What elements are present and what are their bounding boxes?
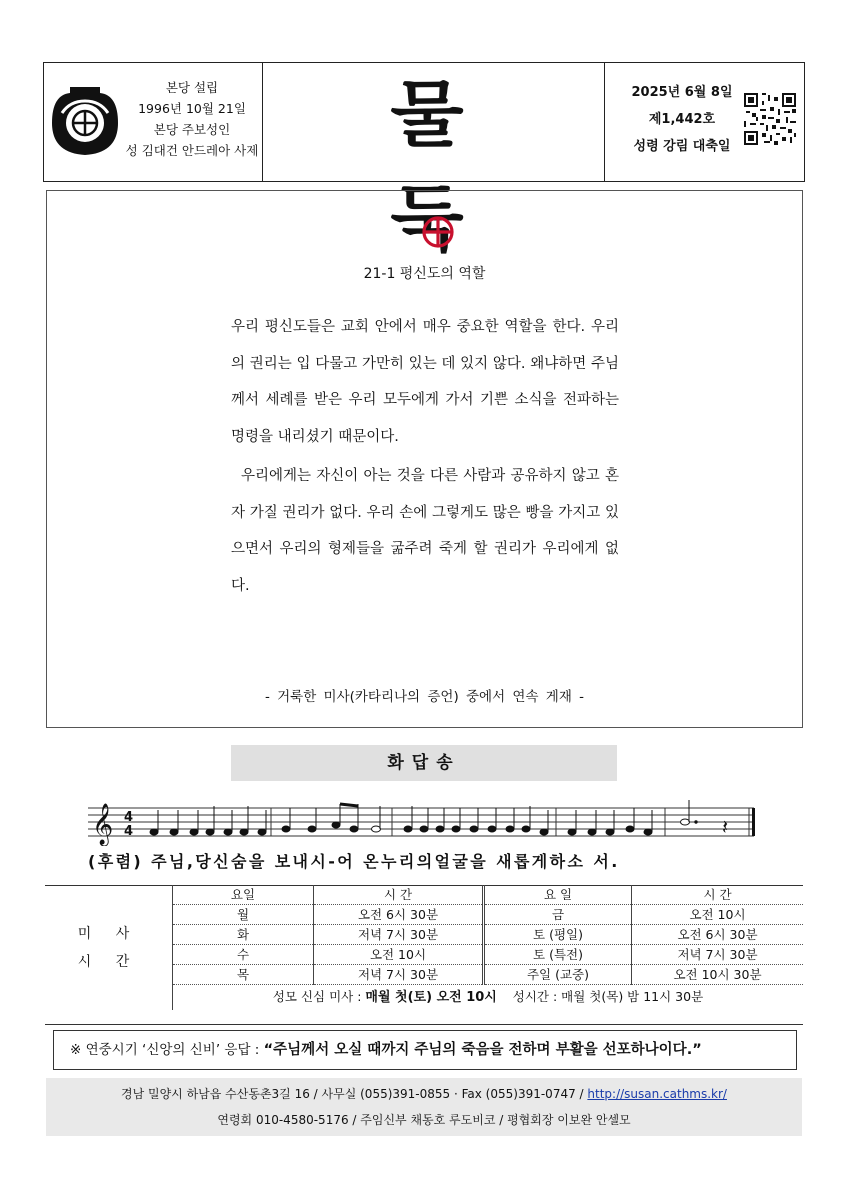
article-source: - 거룩한 미사(카타리나의 증언) 중에서 연속 게재 -: [264, 689, 585, 705]
article-body: [231, 309, 619, 604]
special-mass-row: [173, 985, 804, 1011]
table-cell: 오전 6시 30분: [632, 925, 804, 945]
acclamation-lead: ※ 연중시기 ‘신앙의 신비’ 응답 :: [70, 1042, 264, 1058]
svg-text:𝄽: 𝄽: [722, 815, 729, 839]
cross-icon: [421, 215, 455, 249]
table-row: [45, 885, 803, 905]
article-paragraph: 우리에게는 자신이 아는 것을 다른 사람과 공유하지 않고 혼자 가질 권리가 없다. 우리 손에 그렇게도 많은 빵을 가지고 있으면서 우리의 형제들을 굶주려 죽게 할 권리가 우리에게 없다.: [231, 468, 619, 594]
footer-address-line: [46, 1085, 802, 1102]
table-header: 요일: [173, 885, 314, 905]
psalm-title: 화답송: [231, 745, 617, 781]
founding-info: [122, 77, 262, 161]
table-cell: 주일 (교중): [484, 965, 632, 985]
table-cell: 오전 10시: [314, 945, 484, 965]
svg-text:𝄞: 𝄞: [92, 804, 114, 845]
article-box: [46, 190, 803, 728]
table-cell: 저녁 7시 30분: [314, 925, 484, 945]
mass-schedule-table: [45, 885, 803, 1010]
header-divider: [262, 63, 263, 181]
acclamation-response: “주님께서 오실 때까지 주님의 죽음을 전하며 부활을 선포하나이다.”: [263, 1042, 702, 1058]
issue-feast: 성령 강림 대축일: [633, 139, 731, 154]
music-staff: [88, 796, 760, 846]
table-bottom-rule: [45, 1024, 803, 1025]
masthead-title: 물 둑: [390, 72, 508, 262]
holy-hour: 성시간 : 매월 첫(목) 밤 11시 30분: [512, 989, 704, 1004]
special-mass-label: 성모 신심 미사 :: [272, 989, 366, 1004]
founding-line: 성 김대건 안드레아 사제: [125, 143, 259, 158]
founding-line: 1996년 10월 21일: [138, 101, 246, 116]
table-cell: 오전 6시 30분: [314, 905, 484, 925]
table-cell: 화: [173, 925, 314, 945]
table-cell: 월: [173, 905, 314, 925]
article-paragraph: 우리 평신도들은 교회 안에서 매우 중요한 역할을 한다. 우리의 권리는 입 다물고 가만히 있는 데 있지 않다. 왜냐하면 주님께서 세례를 받은 우리 모두에게 가서 기쁜 소식을 전파하는 명령을 내리셨기 때문이다.: [231, 319, 619, 445]
issue-date: 2025년 6월 8일: [631, 85, 733, 100]
table-cell: 토 (특전): [484, 945, 632, 965]
parish-website-link[interactable]: http://susan.cathms.kr/: [587, 1087, 727, 1101]
table-cell: 목: [173, 965, 314, 985]
founding-line: 본당 설립: [165, 80, 219, 95]
header-divider: [604, 63, 605, 181]
table-cell: 오전 10시 30분: [632, 965, 804, 985]
table-header: 요 일: [484, 885, 632, 905]
table-cell: 금: [484, 905, 632, 925]
header: [43, 62, 805, 262]
table-header: 시 간: [632, 885, 804, 905]
footer: [46, 1078, 802, 1136]
footer-address: 경남 밀양시 하남읍 수산동촌3길 16 / 사무실 (055)391-0855 · Fax (055)391-0747 /: [121, 1087, 588, 1101]
special-mass-time: 매월 첫(토) 오전 10시: [365, 990, 497, 1005]
article-title: 21-1 평신도의 역할: [363, 266, 486, 282]
table-cell: 저녁 7시 30분: [632, 945, 804, 965]
table-cell: 오전 10시: [632, 905, 804, 925]
parish-logo-icon: [48, 85, 122, 159]
qr-code-icon[interactable]: [744, 93, 796, 145]
psalm-lyrics: (후렴) 주님,당신숨을 보내시-어 온누리의얼굴을 새롭게하소 서.: [88, 852, 620, 871]
founding-line: 본당 주보성인: [153, 122, 231, 137]
table-header: 시 간: [314, 885, 484, 905]
table-cell: 토 (평일): [484, 925, 632, 945]
mass-label: 미 사 시 간: [45, 885, 173, 1010]
svg-text:4: 4: [124, 824, 134, 839]
table-cell: 저녁 7시 30분: [314, 965, 484, 985]
issue-number: 제1,442호: [648, 112, 716, 127]
table-cell: 수: [173, 945, 314, 965]
acclamation-box: [53, 1030, 797, 1070]
footer-contacts: 연령회 010-4580-5176 / 주임신부 채동호 루도비코 / 평협회장 이보완 안셀모: [217, 1113, 631, 1127]
issue-info: [612, 79, 752, 160]
svg-text:4: 4: [124, 810, 134, 825]
